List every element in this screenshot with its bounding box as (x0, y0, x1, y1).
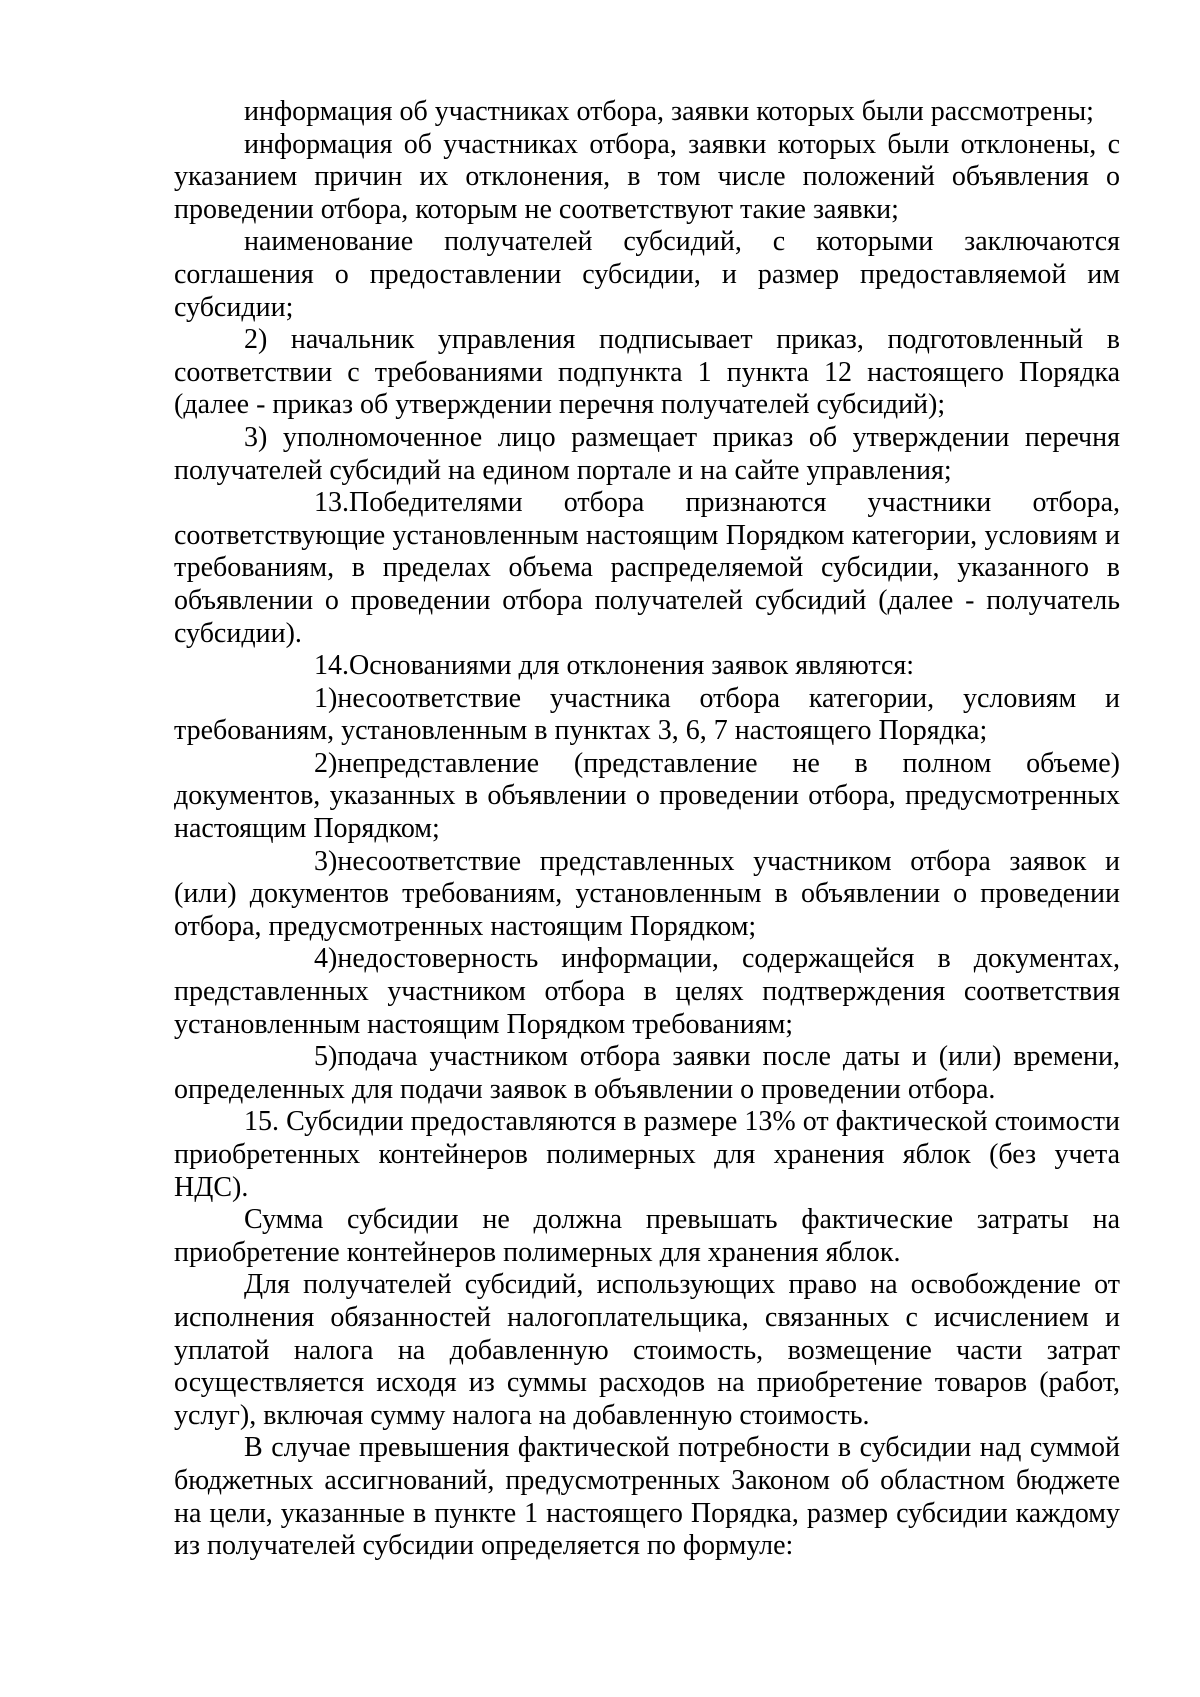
paragraph: наименование получателей субсидий, с которыми заключаются соглашения о предоставлении субсидии, и размер предоставляемой им субсидии; (174, 226, 1120, 323)
paragraph: информация об участниках отбора, заявки которых были отклонены, с указанием причин их отклонения, в том числе положений объявления о проведении отбора, которым не соответствуют такие заявки; (174, 128, 1120, 225)
document-body (174, 96, 1120, 1563)
paragraph: В случае превышения фактической потребности в субсидии над суммой бюджетных ассигнований, предусмотренных Законом об областном бюджете на цели, указанные в пункте 1 настоящего Порядка, размер субсидии каждому из получателей субсидии определяется по формуле: (174, 1432, 1120, 1562)
numbered-paragraph (174, 846, 1120, 944)
paragraph-text: непредставление (представление не в полном объеме) документов, указанных в объявлении о проведении отбора, предусмотренных настоящим Порядком; (174, 747, 1120, 845)
paragraph-number: 3) (314, 845, 338, 877)
paragraph: информация об участниках отбора, заявки которых были рассмотрены; (244, 96, 1094, 127)
paragraph-number: 4) (314, 943, 338, 975)
paragraph: Для получателей субсидий, использующих право на освобождение от исполнения обязанностей налогоплательщика, связанных с исчислением и уплатой налога на добавленную стоимость, возмещение части затрат осуществляется исходя из суммы расходов на приобретение товаров (работ, услуг), включая сумму налога на добавленную стоимость. (174, 1269, 1120, 1431)
paragraph-number: 14. (314, 650, 349, 682)
paragraph-text: недостоверность информации, содержащейся в документах, представленных участником отбора в целях подтверждения соответствия установленным настоящим Порядком требованиям; (174, 943, 1120, 1040)
numbered-paragraph (174, 487, 1120, 650)
numbered-paragraph (174, 748, 1120, 846)
paragraph-number: 13. (314, 487, 349, 519)
paragraph-number: 1) (314, 682, 338, 714)
numbered-paragraph (174, 683, 1120, 748)
paragraph: 2) начальник управления подписывает приказ, подготовленный в соответствии с требованиями подпункта 1 пункта 12 настоящего Порядка (далее - приказ об утверждении перечня получателей субсидий); (174, 324, 1120, 421)
paragraph: 3) уполномоченное лицо размещает приказ об утверждении перечня получателей субсидий на едином портале и на сайте управления; (174, 421, 1120, 486)
paragraph-text: Основаниями для отклонения заявок являются: (349, 650, 915, 682)
paragraph: 15. Субсидии предоставляются в размере 13% от фактической стоимости приобретенных контейнеров полимерных для хранения яблок (без учета НДС). (174, 1106, 1120, 1203)
paragraph-text: подача участником отбора заявки после даты и (или) времени, определенных для подачи заявок в объявлении о проведении отбора. (174, 1041, 1120, 1105)
paragraph-text: несоответствие представленных участником отбора заявок и (или) документов требованиям, установленным в объявлении о проведении отбора, предусмотренных настоящим Порядком; (174, 845, 1120, 942)
numbered-paragraph (174, 650, 1120, 683)
paragraph: Сумма субсидии не должна превышать фактические затраты на приобретение контейнеров полимерных для хранения яблок. (174, 1204, 1120, 1268)
paragraph-text: несоответствие участника отбора категории, условиям и требованиям, установленным в пунктах 3, 6, 7 настоящего Порядка; (174, 682, 1120, 747)
paragraph-number: 5) (314, 1041, 338, 1073)
paragraph-text: Победителями отбора признаются участники отбора, соответствующие установленным настоящим Порядком категории, условиям и требованиям, в пределах объема распределяемой субсидии, указанного в объявлении о проведении отбора получателей субсидий (далее - получатель субсидии). (174, 487, 1120, 649)
numbered-paragraph (174, 943, 1120, 1041)
numbered-paragraph (174, 1041, 1120, 1106)
paragraph-number: 2) (314, 747, 338, 779)
